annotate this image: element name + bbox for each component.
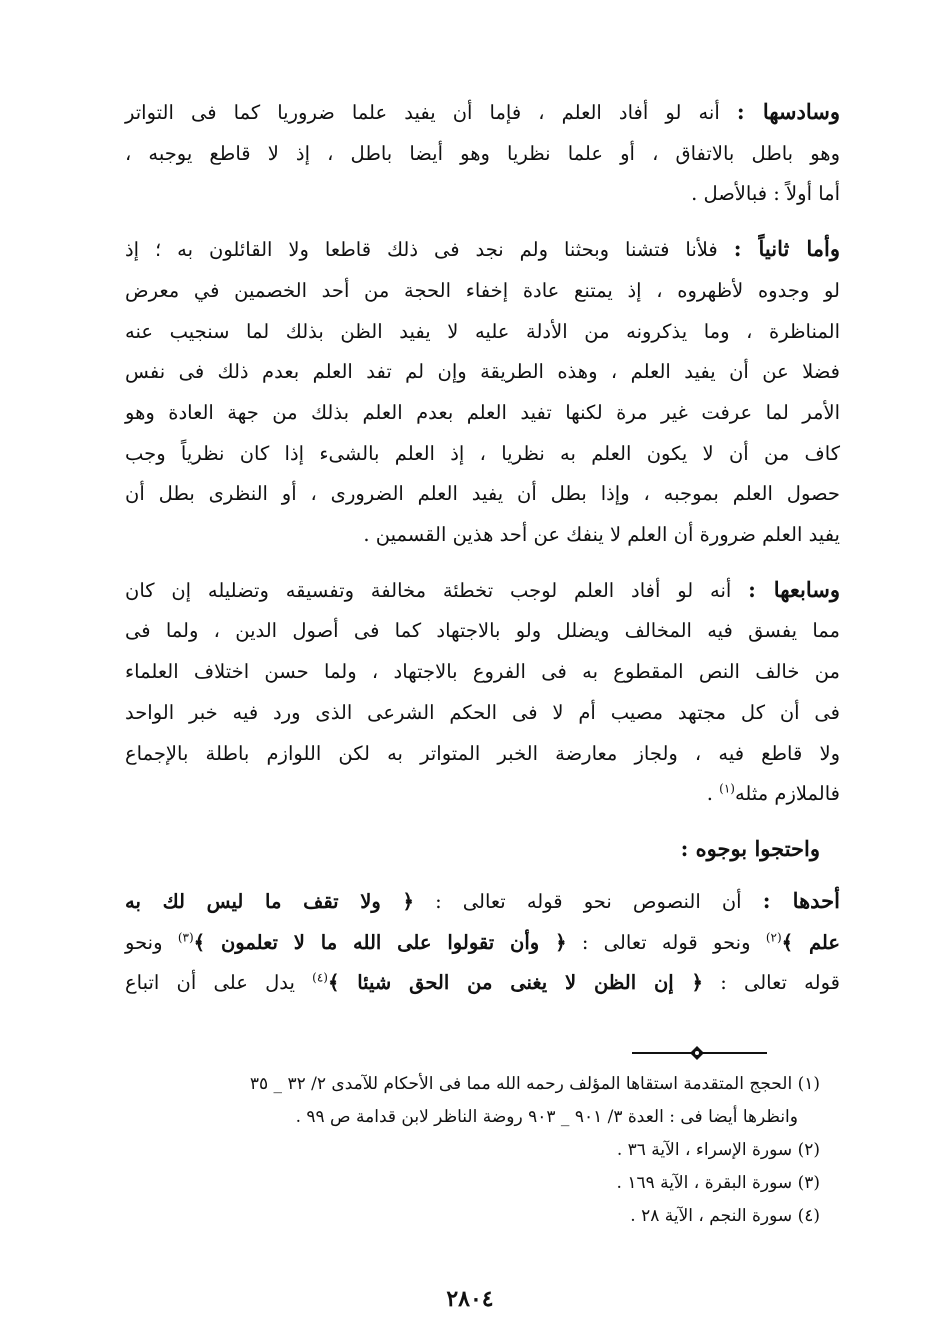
text-line: كاف من أن لا يكون العلم به نظريا ، إذ العلم بالشىء إذا كان نظرياً وجب — [125, 441, 840, 465]
quran-verse: علم ﴾ — [781, 930, 841, 954]
text-line: علم ﴾$^{(٢)}$ ونحو قوله تعالى : ﴿ وأن تقولوا على الله ما لا تعلمون ﴾$^{(٣)}$ ونحو — [125, 930, 841, 954]
paragraph-seventh — [125, 570, 840, 815]
text-line: وسابعها : أنه لو أفاد العلم لوجب تخطئة مخالفة وتفسيقه وتضليله إن كان — [125, 576, 840, 602]
ornament-icon — [690, 1046, 704, 1060]
paragraph-sixth — [125, 92, 840, 215]
text-line: ولا قاطع فيه ، ولجاز معارضة الخبر المتواتر به لكن اللوازم باطلة بالإجماع — [125, 741, 840, 765]
footnote-marker: (٤) — [312, 970, 328, 985]
section-heading: واحتجوا بوجوه : — [680, 835, 820, 861]
text-line: الأمر لما عرفت غير مرة لكنها تفيد العلم بعدم العلم بذلك من جهة العادة وهو — [125, 400, 840, 424]
text-line: وسادسها : أنه لو أفاد العلم ، فإما أن يفيد علما ضروريا كما فى التواتر — [125, 99, 840, 124]
footnote: (٢) سورة الإسراء ، الآية ٣٦ . — [616, 1140, 820, 1160]
footnote-divider — [632, 1046, 767, 1060]
text-line: فالملازم مثله$^{(١)}$ . — [706, 781, 840, 806]
text-line: حصول العلم بموجبه ، وإذا بطل أن يفيد العلم الضرورى ، أو النظرى بطل أن — [125, 482, 840, 506]
page-number: ٢٨٠٤ — [446, 1286, 494, 1312]
text-line: المناظرة ، وما يذكرونه من الأدلة عليه لا يفيد الظن بذلك لما سنجيب عنه — [125, 319, 840, 343]
text-line: فضلا عن أن يفيد العلم ، وهذه الطريقة وإن لم تفد العلم بعدم ذلك فى نفس — [125, 360, 840, 384]
text-line: لو وجدوه لأظهروه ، إذ يمتنع عادة إخفاء الحجة من أحد الخصمين في معرض — [125, 278, 840, 302]
text-line: وأما ثانياً : فلأنا فتشنا وبحثنا ولم نجد فى ذلك قاطعا ولا القائلون به ؛ إذ — [125, 236, 840, 262]
quran-verse: ﴿ إن الظن لا يغنى من الحق شيئا ﴾ — [327, 971, 703, 995]
text-line: من خالف النص المقطوع به فى الفروع بالاجتهاد ، ولما حسن اختلاف العلماء — [125, 660, 840, 684]
quran-verse: ﴿ ولا تقف ما ليس لك به — [125, 889, 414, 913]
footnote: (١) الحجج المتقدمة استقاها المؤلف رحمه الله مما فى الأحكام للآمدى ٢/ ٣٢ _ ٣٥ — [249, 1074, 820, 1094]
section-lead: وأما ثانياً : — [733, 236, 840, 262]
footnote: (٤) سورة النجم ، الآية ٢٨ . — [630, 1206, 820, 1226]
text-line: وهو باطل بالاتفاق ، أو علما نظريا وهو أيضا باطل ، إذ لا قاطع يوجبه ، — [125, 141, 840, 165]
text-line: أما أولاً : فبالأصل . — [691, 182, 840, 206]
quran-verse: ﴿ وأن تقولوا على الله ما لا تعلمون ﴾ — [193, 930, 567, 954]
footnote-marker: (٣) — [177, 930, 194, 945]
footnote-marker: (١) — [719, 781, 735, 796]
paragraph-first-argument — [125, 881, 840, 1004]
section-lead: وسابعها : — [748, 576, 840, 602]
text-line: فى أن كل مجتهد مصيب أم لا فى الحكم الشرعى الذى ورد فيه خبر الواحد — [125, 700, 840, 724]
footnote: (٣) سورة البقرة ، الآية ١٦٩ . — [616, 1173, 820, 1193]
text-line: أحدها : أن النصوص نحو قوله تعالى : ﴿ ولا تقف ما ليس لك به — [125, 887, 840, 913]
footnotes — [125, 1068, 820, 1233]
paragraph-second-point — [125, 229, 840, 556]
text-line: قوله تعالى : ﴿ إن الظن لا يغنى من الحق شيئا ﴾$^{(٤)}$ يدل على أن اتباع — [125, 970, 840, 995]
text-line: يفيد العلم ضرورة أن العلم لا ينفك عن أحد هذين القسمين . — [363, 523, 840, 547]
page-body — [125, 92, 840, 1018]
section-lead: وسادسها : — [736, 99, 840, 124]
footnote-marker: (٢) — [765, 930, 782, 945]
section-lead: أحدها : — [762, 887, 840, 913]
footnote-continuation: وانظرها أيضا فى : العدة ٣/ ٩٠١ _ ٩٠٣ روضة الناظر لابن قدامة ص ٩٩ . — [295, 1107, 798, 1127]
text-line: مما يفسق فيه المخالف ويضلل ولو بالاجتهاد كما فى أصول الدين ، ولما فى — [125, 619, 840, 643]
